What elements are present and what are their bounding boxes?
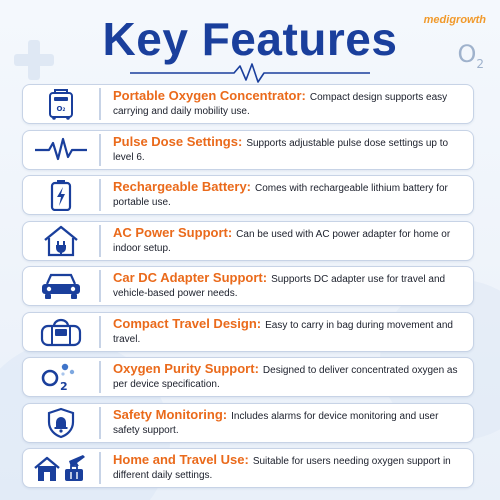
travel-bag-icon — [29, 316, 93, 348]
row-divider — [99, 179, 101, 211]
o2-subscript: 2 — [476, 56, 484, 71]
feature-row — [22, 357, 474, 397]
car-icon — [29, 270, 93, 302]
feature-title: Compact Travel Design: — [113, 315, 262, 331]
feature-description: Can be used with AC power adapter for home or indoor setup. — [113, 228, 451, 254]
o2-text: O — [457, 40, 477, 68]
feature-row — [22, 448, 474, 488]
row-divider — [99, 270, 101, 302]
shield-bell-icon — [29, 407, 93, 439]
o2-molecule-icon — [29, 361, 93, 393]
row-divider — [99, 316, 101, 348]
page-title: Key Features — [102, 13, 398, 65]
oxygen-concentrator-icon — [29, 88, 93, 120]
feature-text — [113, 453, 465, 483]
feature-text — [113, 180, 465, 210]
feature-title: Home and Travel Use: — [113, 452, 249, 467]
row-divider — [99, 134, 101, 166]
svg-text:O₂: O₂ — [56, 105, 66, 113]
feature-title: Oxygen Purity Support: — [113, 361, 259, 376]
feature-description: Easy to carry in bag during movement and travel. — [113, 319, 453, 345]
home-travel-icon — [29, 452, 93, 484]
feature-row — [22, 130, 474, 170]
row-divider — [99, 361, 101, 393]
heartbeat-line-icon — [130, 62, 370, 84]
feature-description: Includes alarms for device monitoring and user safety support. — [113, 410, 439, 436]
feature-description: Designed to deliver concentrated oxygen as per device specification. — [113, 365, 458, 390]
feature-title: Pulse Dose Settings: — [113, 133, 243, 149]
feature-text — [113, 362, 465, 392]
feature-row — [22, 403, 474, 443]
row-divider — [99, 88, 101, 120]
row-divider — [99, 225, 101, 257]
feature-description: Compact design supports easy carrying and daily mobility use. — [113, 92, 448, 117]
feature-text — [113, 317, 465, 347]
pulse-wave-icon — [29, 134, 93, 166]
feature-row — [22, 84, 474, 124]
svg-text:2: 2 — [60, 380, 68, 393]
home-plug-icon — [29, 225, 93, 257]
feature-text — [113, 226, 465, 256]
feature-text — [113, 89, 465, 119]
feature-text — [113, 135, 465, 165]
feature-text — [113, 408, 465, 438]
feature-row — [22, 175, 474, 215]
row-divider — [99, 452, 101, 484]
feature-text — [113, 271, 465, 301]
feature-description: Supports adjustable pulse dose settings up to level 6. — [113, 137, 449, 163]
feature-row — [22, 221, 474, 261]
feature-list — [22, 84, 474, 494]
feature-row — [22, 312, 474, 352]
battery-icon — [29, 179, 93, 211]
brand-logo: medigrowth — [423, 14, 486, 26]
feature-title: Portable Oxygen Concentrator: — [113, 88, 306, 103]
feature-title: Safety Monitoring: — [113, 406, 228, 422]
row-divider — [99, 407, 101, 439]
feature-row — [22, 266, 474, 306]
feature-title: AC Power Support: — [113, 224, 233, 240]
feature-description: Comes with rechargeable lithium battery for portable use. — [113, 183, 448, 208]
feature-title: Car DC Adapter Support: — [113, 270, 268, 285]
feature-title: Rechargeable Battery: — [113, 179, 251, 194]
feature-description: Suitable for users needing oxygen support in different daily settings. — [113, 456, 451, 481]
feature-description: Supports DC adapter use for travel and vehicle-based power needs. — [113, 274, 446, 299]
